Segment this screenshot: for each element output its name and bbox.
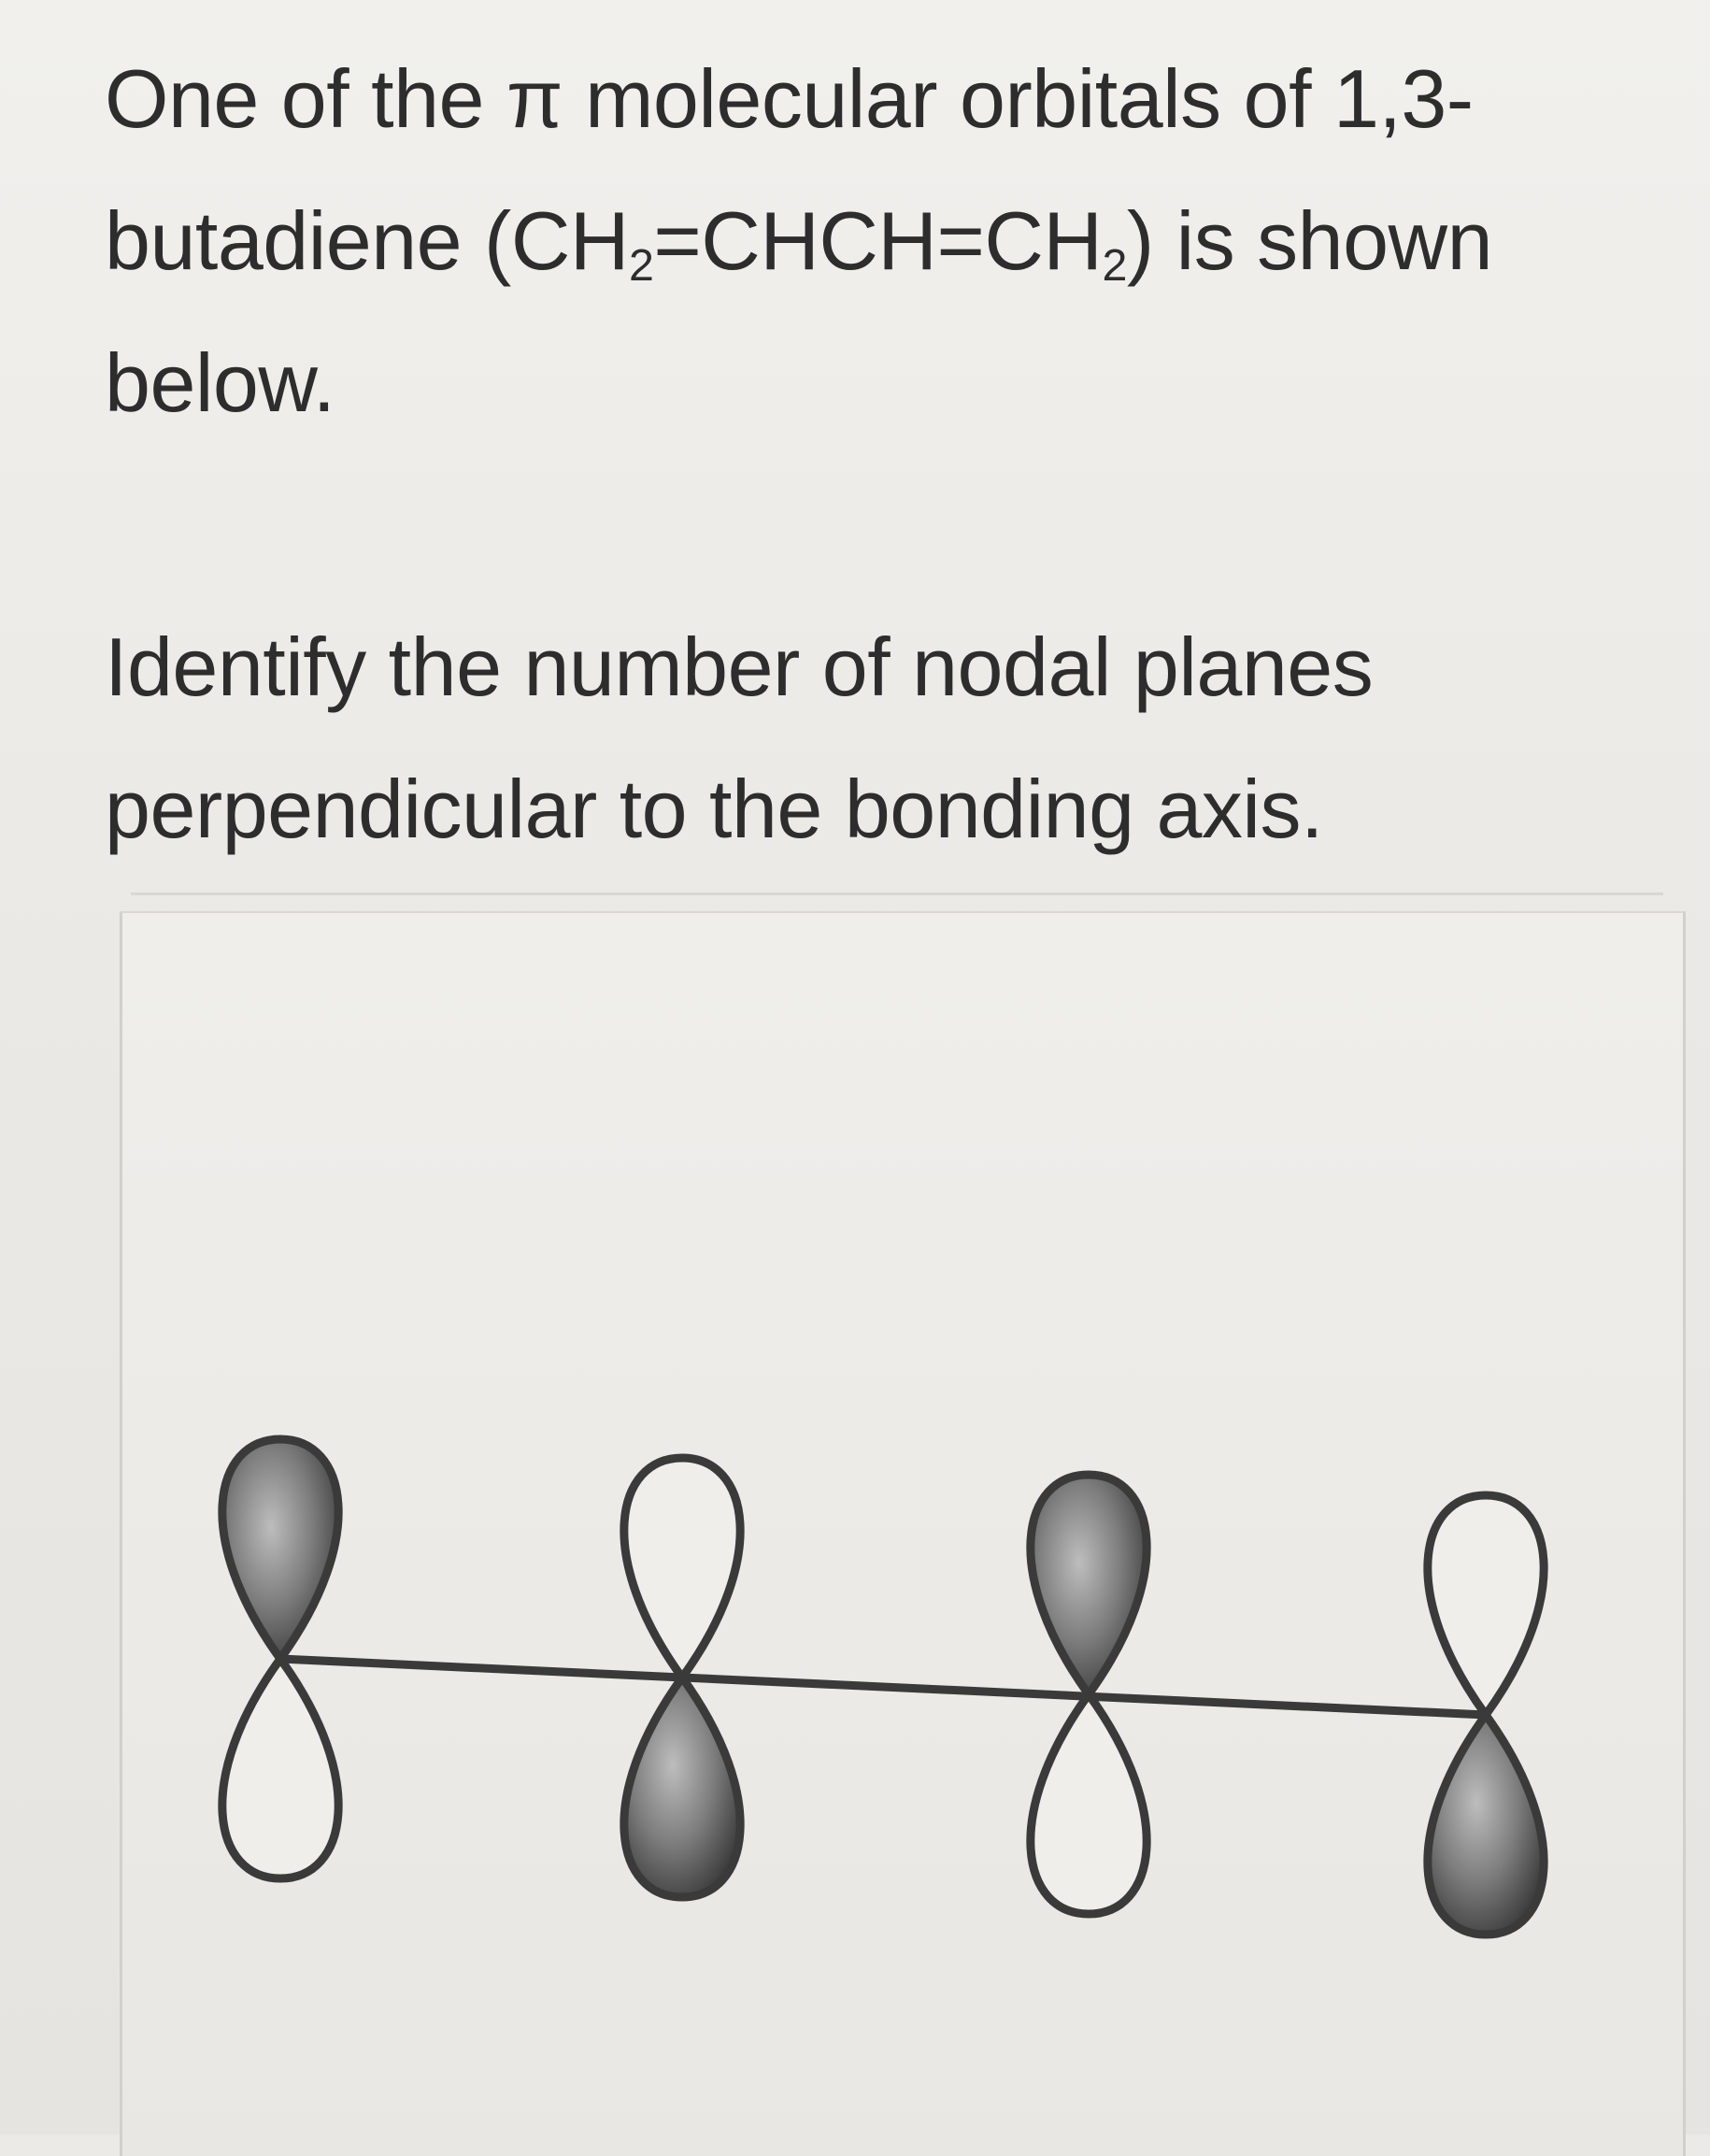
stem-text-1: One of the bbox=[105, 52, 506, 145]
stem-text-3: ) is shown bbox=[1126, 194, 1493, 287]
prompt-text-1: Identify the number of nodal planes bbox=[105, 621, 1374, 713]
bond-axis bbox=[280, 1659, 1486, 1715]
unshaded-bottom-lobe bbox=[222, 1659, 338, 1878]
prompt-text-2: perpendicular to the bonding axis. bbox=[105, 763, 1323, 855]
stem-text-4: below. bbox=[105, 336, 335, 429]
formula-text-1: butadiene (CH bbox=[105, 194, 629, 287]
shaded-top-lobe bbox=[222, 1439, 338, 1659]
unshaded-top-lobe bbox=[624, 1458, 740, 1678]
pi-symbol: π bbox=[506, 52, 563, 145]
unshaded-bottom-lobe bbox=[1031, 1694, 1147, 1914]
shaded-bottom-lobe bbox=[624, 1678, 740, 1897]
stem-text-2: molecular orbitals of 1,3- bbox=[563, 52, 1474, 145]
shaded-bottom-lobe bbox=[1428, 1715, 1544, 1935]
subscript-2: 2 bbox=[628, 240, 654, 292]
shaded-top-lobe bbox=[1031, 1475, 1147, 1694]
subscript-2: 2 bbox=[1102, 240, 1127, 292]
unshaded-top-lobe bbox=[1428, 1495, 1544, 1715]
formula-text-2: =CHCH=CH bbox=[653, 194, 1103, 287]
